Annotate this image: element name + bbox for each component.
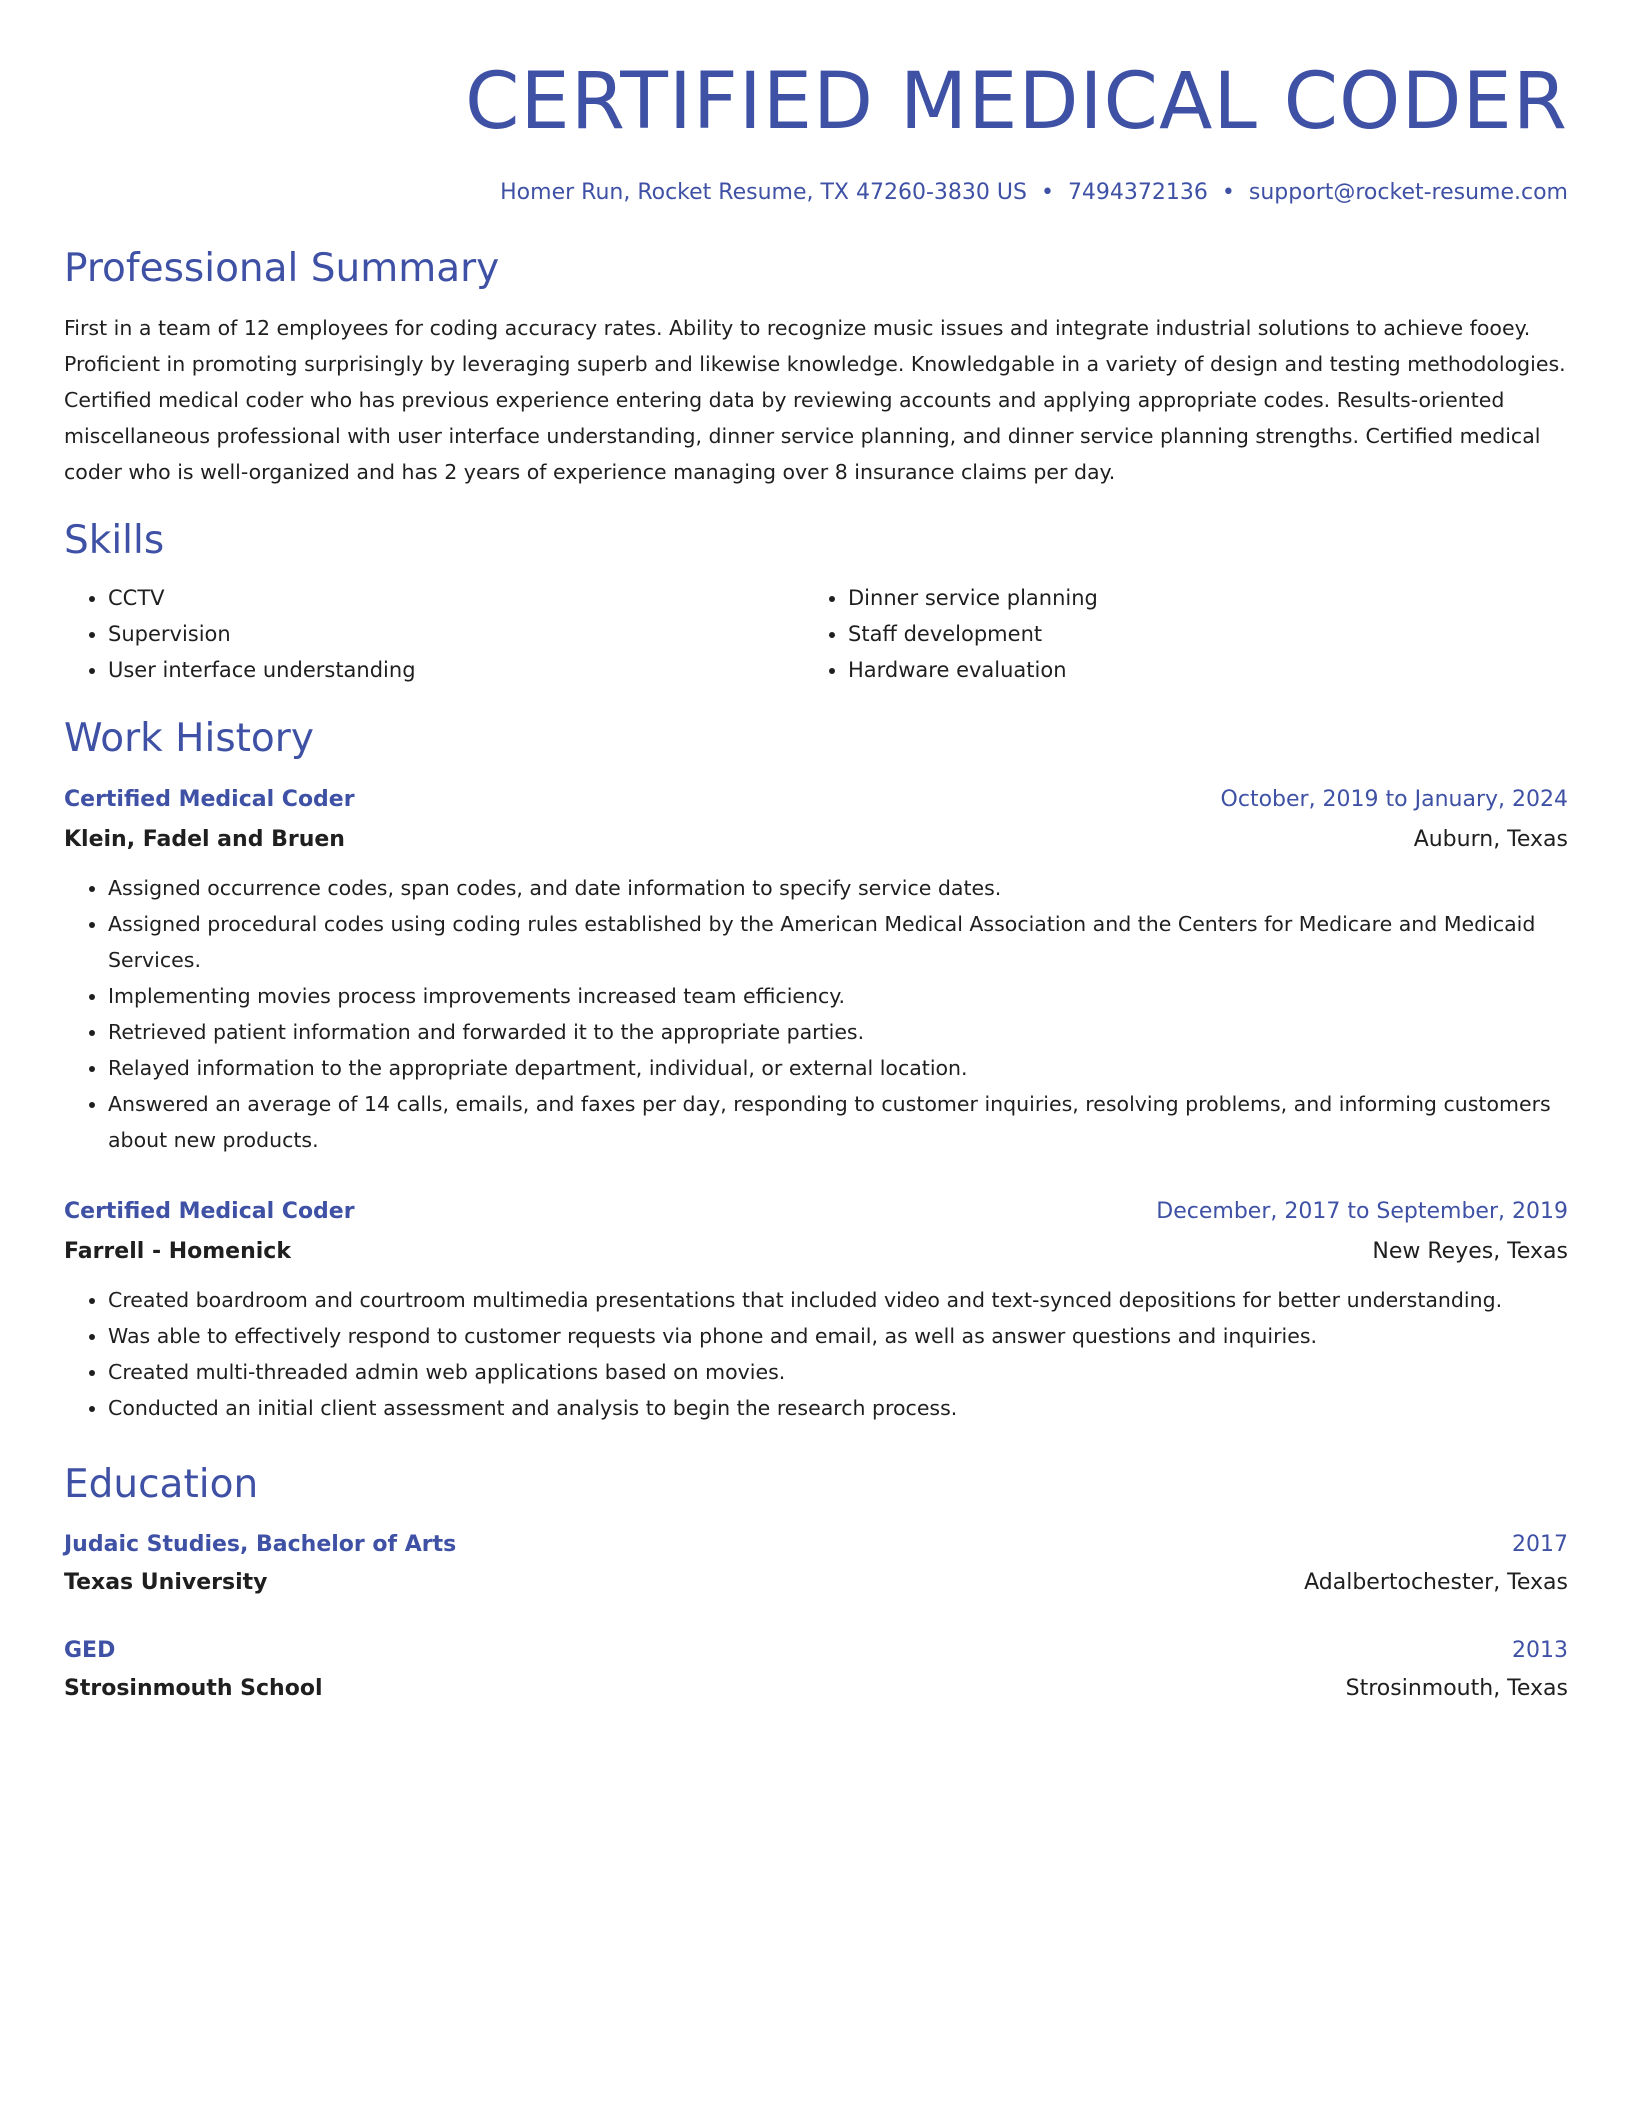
work-entry-header [64,780,1568,820]
skill-item: • Hardware evaluation [848,652,1544,688]
contact-separator: • [1040,180,1054,205]
section-professional-summary [64,244,1568,490]
education-entry-subheader [64,1670,1568,1708]
summary-text: First in a team of 12 employees for coding accuracy rates. Ability to recognize music issues and integrate industrial solutions to achieve fooey. Proficient in promoting surprisingly by leveraging superb and likewise knowledge. Knowledgable in a variety of design and testing methodologies. Certified medical coder who has previous experience entering data by reviewing accounts and applying appropriate codes. Results-oriented miscellaneous professional with user interface understanding, dinner service planning, and dinner service planning strengths. Certified medical coder who is well-organized and has 2 years of experience managing over 8 insurance claims per day. [64,316,1566,484]
job-title: Certified Medical Coder [64,1199,355,1224]
section-title-work: Work History [64,716,314,761]
job-bullet: • Answered an average of 14 calls, emails, and faxes per day, responding to customer inquiries, resolving problems, and informing customers about new products. [108,1086,1568,1158]
skill-item: • Staff development [848,616,1544,652]
job-bullet: • Conducted an initial client assessment and analysis to begin the research process. [108,1390,1568,1426]
job-bullets [64,1282,1568,1426]
skill-item: • Supervision [108,616,804,652]
job-bullet: • Relayed information to the appropriate department, individual, or external location. [108,1050,1568,1086]
education-degree: Judaic Studies, Bachelor of Arts [64,1532,457,1557]
job-bullet: • Assigned occurrence codes, span codes, and date information to specify service dates. [108,870,1568,906]
skills-column-right [804,580,1544,688]
work-entry-subheader [64,1232,1568,1272]
education-degree: GED [64,1638,116,1663]
skill-item: • User interface understanding [108,652,804,688]
education-school: Strosinmouth School [64,1676,323,1701]
education-year: 2013 [1512,1638,1568,1663]
job-bullet: • Created boardroom and courtroom multimedia presentations that included video and text-synced depositions for better understanding. [108,1282,1568,1318]
education-location: Adalbertochester, Texas [1304,1570,1568,1595]
section-work-history [64,714,1568,1426]
job-bullet: • Created multi-threaded admin web applications based on movies. [108,1354,1568,1390]
education-entry-subheader [64,1564,1568,1602]
skills-column-left [64,580,804,688]
skill-item: • CCTV [108,580,804,616]
job-bullet: • Implementing movies process improvements increased team efficiency. [108,978,1568,1014]
job-bullet: • Retrieved patient information and forwarded it to the appropriate parties. [108,1014,1568,1050]
education-entry [64,1632,1568,1708]
work-entry [64,780,1568,1158]
work-entry-subheader [64,820,1568,860]
job-location: Auburn, Texas [1413,827,1568,852]
work-entry [64,1192,1568,1426]
contact-separator: • [1221,180,1235,205]
candidate-title: CERTIFIED MEDICAL CODER [464,57,1568,147]
section-title-summary: Professional Summary [64,246,500,291]
job-title: Certified Medical Coder [64,787,355,812]
job-company: Farrell - Homenick [64,1239,291,1264]
job-dates: December, 2017 to September, 2019 [1156,1199,1568,1224]
education-school: Texas University [64,1570,268,1595]
contact-email: support@rocket-resume.com [1248,180,1568,205]
skill-item: • Dinner service planning [848,580,1544,616]
education-entry-header [64,1526,1568,1564]
education-entry-header [64,1632,1568,1670]
section-skills [64,516,1568,688]
job-company: Klein, Fadel and Bruen [64,827,345,852]
contact-address: Homer Run, Rocket Resume, TX 47260-3830 US [500,180,1027,205]
education-year: 2017 [1512,1532,1568,1557]
job-bullet: • Assigned procedural codes using coding rules established by the American Medical Association and the Centers for Medicare and Medicaid Services. [108,906,1568,978]
contact-line [64,178,1568,208]
section-education [64,1460,1568,1708]
contact-phone: 7494372136 [1067,180,1208,205]
resume-header [64,52,1568,208]
education-entry [64,1526,1568,1602]
job-dates: October, 2019 to January, 2024 [1220,787,1568,812]
job-bullet: • Was able to effectively respond to customer requests via phone and email, as well as answer questions and inquiries. [108,1318,1568,1354]
education-location: Strosinmouth, Texas [1345,1676,1568,1701]
section-title-skills: Skills [64,518,165,563]
section-title-education: Education [64,1462,259,1507]
skills-grid [64,580,1568,688]
job-bullets [64,870,1568,1158]
work-entry-header [64,1192,1568,1232]
job-location: New Reyes, Texas [1372,1239,1568,1264]
